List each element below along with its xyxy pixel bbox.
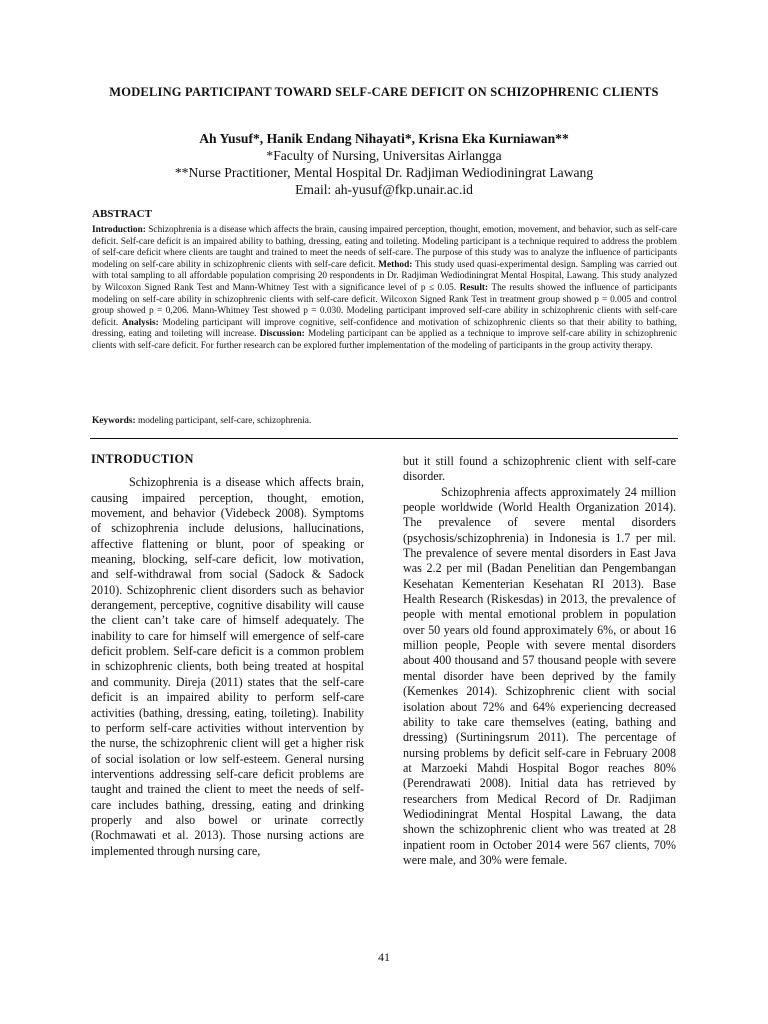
section-divider xyxy=(90,438,678,439)
abstract-heading: ABSTRACT xyxy=(92,208,152,220)
abstract-result-label: Result: xyxy=(459,282,489,293)
column-right xyxy=(403,454,676,868)
author-block xyxy=(90,130,678,198)
keywords-line xyxy=(92,415,677,427)
abstract-discussion-text: Modeling participant can be applied as a technique to improve self-care ability in schizophrenic clients with self-care deficit. For further research can be explored further implementation of the modeling of participants in the group activity therapy. xyxy=(92,329,677,351)
paper-title: MODELING PARTICIPANT TOWARD SELF-CARE DEFICIT ON SCHIZOPHRENIC CLIENTS xyxy=(109,85,659,99)
keywords-label: Keywords: xyxy=(92,416,136,426)
author-names: Ah Yusuf*, Hanik Endang Nihayati*, Krisna Eka Kurniawan** xyxy=(199,131,569,146)
intro-paragraph-2: Schizophrenia affects approximately 24 million people worldwide (World Health Organization 2014). The prevalence of severe mental disorders (psychosis/schizophrenia) in Indonesia is 1.7 per mil. The prevalence of severe mental disorders in East Java was 2.2 per mil (Badan Penelitian dan Pengembangan Kesehatan Kementerian Kesehatan RI 2013). Base Health Research (Riskesdas) in 2013, the prevalence of people with mental emotional problem in population over 50 years old found approximately 6%, or about 16 million people, People with severe mental disorders about 400 thousand and 57 thousand people with severe mental disorder have been deprived by the family (Kemenkes 2014). Schizophrenic client with social isolation about 72% and 64% experiencing decreased ability to take care themselves (eating, bathing and dressing) (Surtiningsrum 2011). The percentage of nursing problems by deficit self-care in February 2008 at Marzoeki Mahdi Hospital Bogor reaches 80% (Perendrawati 2008). Initial data has retrieved by researchers from Medical Record of Dr. Radjiman Wediodiningrat Mental Hospital Lawang, the data shown the schizophrenic client who was treated at 28 inpatient room in October 2014 were 567 clients, 70% were male, and 30% were female. xyxy=(403,484,676,867)
page-number: 41 xyxy=(378,950,390,964)
abstract-result-text: The results showed the influence of participants modeling on self-care ability in schizophrenic clients with self-care deficit. Wilcoxon Signed Rank Test in treatment group showed p = 0.005 and control group showed p = 0,206. Mann-Whitney Test showed p = 0.030. Modeling participant improved self-care ability in schizophrenic clients with self-care deficit. xyxy=(92,282,677,328)
affiliation-2: **Nurse Practitioner, Mental Hospital Dr. Radjiman Wediodiningrat Lawang xyxy=(174,165,594,180)
abstract-method-label: Method: xyxy=(378,259,413,270)
affiliation-1: *Faculty of Nursing, Universitas Airlangga xyxy=(266,148,502,163)
abstract-intro-text: Schizophrenia is a disease which affects the brain, causing impaired perception, thought, emotion, movement, and behavior, such as self-care deficit. Self-care deficit is an impaired ability to bathing, dressing, eating and toileting. Modeling participant is a technique required to address the problem of self-care deficit where clients are taught and trained to meet the needs of self-care. The purpose of this study was to analyze the influence of participants modeling on self-care ability in schizophrenic clients with self-care deficit. xyxy=(92,225,677,270)
keywords-text: modeling participant, self-care, schizophrenia. xyxy=(137,416,312,426)
intro-paragraph-1-continued: but it still found a schizophrenic client with self-care disorder. xyxy=(403,454,676,484)
abstract-discussion-label: Discussion: xyxy=(259,329,305,340)
abstract-analysis-label: Analysis: xyxy=(121,317,159,328)
intro-paragraph-1: Schizophrenia is a disease which affects brain, causing impaired perception, thought, emotion, movement, and behavior (Videbeck 2008). Symptoms of schizophrenia include delusions, hallucinations, affective flattening or blunt, poor of speaking or meaning, blocking, self-care deficit, low motivation, and self-withdrawal from social (Sadock & Sadock 2010). Schizophrenic client disorders such as behavior derangement, perceptive, cognitive disability will cause the client can’t take care of himself adequately. The inability to care for himself will emergence of self-care deficit problem. Self-care deficit is a common problem in schizophrenic clients, both being treated at hospital and community. Direja (2011) states that the self-care deficit is an impaired ability to perform self-care activities (bathing, dressing, eating, toileting). Inability to perform self-care activities without intervention by the nurse, the schizophrenic client will get a higher risk of social isolation or low self-esteem. General nursing interventions addressing self-care deficit problems are taught and trained the client to meet the needs of self-care includes bathing, dressing, eating and drinking properly and also bowel or urinate correctly (Rochmawati et al. 2013). Those nursing actions are implemented through nursing care, xyxy=(91,475,364,858)
introduction-heading: INTRODUCTION xyxy=(91,452,194,466)
abstract-body xyxy=(92,225,677,353)
abstract-intro-label: Introduction: xyxy=(92,225,146,235)
abstract-method-text: This study used quasi-experimental design. Sampling was carried out with total sampling to all affordable population comprising 20 respondents in Dr. Radjiman Wediodiningrat Mental Hospital, Lawang. This study analyzed by Wilcoxon Signed Rank Test and Mann-Whitney Test with a significance level of p ≤ 0.05. xyxy=(92,259,678,293)
author-email: Email: ah-yusuf@fkp.unair.ac.id xyxy=(295,182,473,197)
column-left xyxy=(91,452,364,859)
abstract-analysis-text: Modeling participant will improve cognitive, self-confidence and motivation of schizophrenic clients so that their ability to bathing, dressing, eating and toileting will increase. xyxy=(92,317,677,340)
